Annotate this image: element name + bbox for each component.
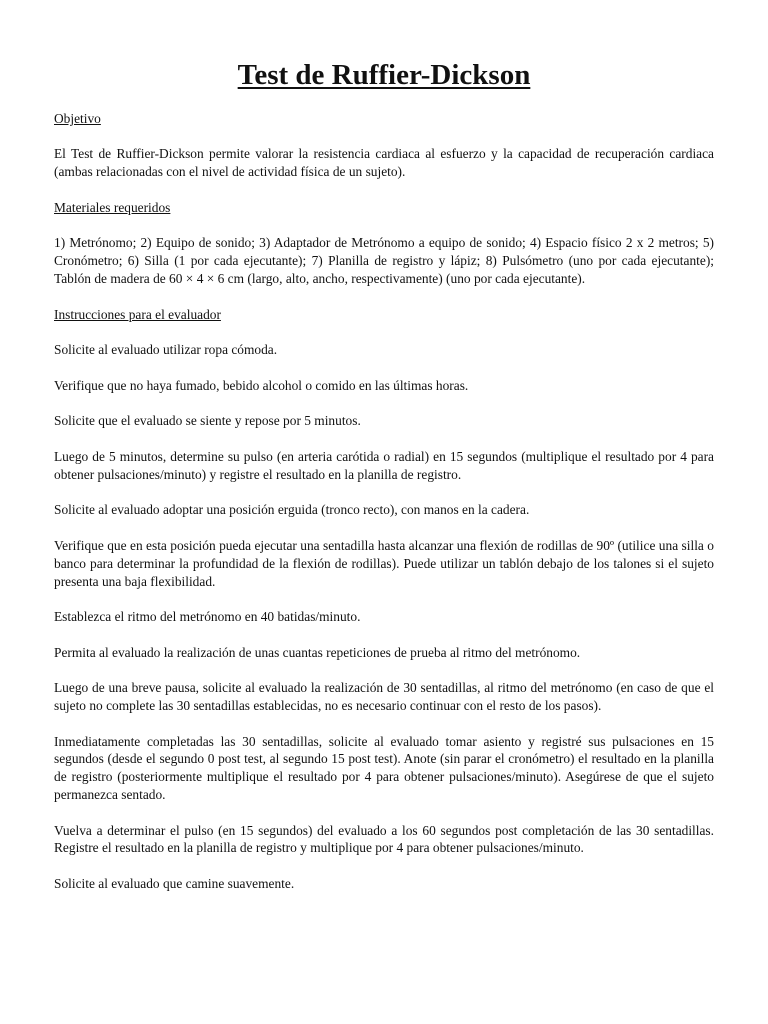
section-heading-materiales: Materiales requeridos (54, 199, 171, 215)
section-heading-instrucciones: Instrucciones para el evaluador (54, 306, 221, 322)
instruction-paragraph: Solicite que el evaluado se siente y repose por 5 minutos. (54, 413, 361, 429)
instruction-paragraph: Vuelva a determinar el pulso (en 15 segundos) del evaluado a los 60 segundos post completación de las 30 sentadillas. Registre el resultado en la planilla de registro y multiplique por 4 para obtener pulsaciones/minuto. (54, 822, 714, 856)
instruction-paragraph: Luego de una breve pausa, solicite al evaluado la realización de 30 sentadillas, al ritmo del metrónomo (en caso de que el sujeto no complete las 30 sentadillas establecidas, no es necesario continuar con el resto de los pasos). (54, 680, 714, 714)
instruction-paragraph: Establezca el ritmo del metrónomo en 40 batidas/minuto. (54, 609, 361, 625)
objetivo-paragraph: El Test de Ruffier-Dickson permite valorar la resistencia cardiaca al esfuerzo y la capacidad de recuperación cardiaca (ambas relacionadas con el nivel de actividad física de un sujeto). (54, 146, 714, 180)
section-heading-objetivo: Objetivo (54, 110, 101, 126)
instruction-paragraph: Permita al evaluado la realización de unas cuantas repeticiones de prueba al ritmo del metrónomo. (54, 644, 581, 660)
instruction-paragraph: Solicite al evaluado que camine suavemente. (54, 876, 295, 892)
instruction-paragraph: Solicite al evaluado utilizar ropa cómoda. (54, 342, 278, 358)
instruction-paragraph: Verifique que no haya fumado, bebido alcohol o comido en las últimas horas. (54, 377, 469, 393)
materiales-paragraph: 1) Metrónomo; 2) Equipo de sonido; 3) Adaptador de Metrónomo a equipo de sonido; 4) Espacio físico 2 x 2 metros; 5) Cronómetro; 6) Silla (1 por cada ejecutante); 7) Planilla de registro y lápiz; 8) Pulsómetro (uno por cada ejecutante); Tablón de madera de 60 × 4 × 6 cm (largo, alto, ancho, respectivamente) (uno por cada ejecutante). (54, 235, 714, 286)
instruction-paragraph: Inmediatamente completadas las 30 sentadillas, solicite al evaluado tomar asiento y registré sus pulsaciones en 15 segundos (desde el segundo 0 post test, al segundo 15 post test). Anote (sin parar el cronómetro) el resultado en la planilla de registro (posteriormente multiplique el resultado por 4 para obtener pulsaciones/minuto). Asegúrese de que el sujeto permanezca sentado. (54, 733, 714, 803)
instruction-paragraph: Luego de 5 minutos, determine su pulso (en arteria carótida o radial) en 15 segundos (multiplique el resultado por 4 para obtener pulsaciones/minuto) y registre el resultado en la planilla de registro. (54, 448, 714, 482)
instruction-paragraph: Solicite al evaluado adoptar una posición erguida (tronco recto), con manos en la cadera. (54, 502, 530, 518)
document-title: Test de Ruffier-Dickson (237, 59, 531, 91)
instruction-paragraph: Verifique que en esta posición pueda ejecutar una sentadilla hasta alcanzar una flexión de rodillas de 90º (utilice una silla o banco para determinar la profundidad de la flexión de rodillas). Puede utilizar un tablón debajo de los talones si el sujeto presenta una baja flexibilidad. (54, 537, 714, 589)
